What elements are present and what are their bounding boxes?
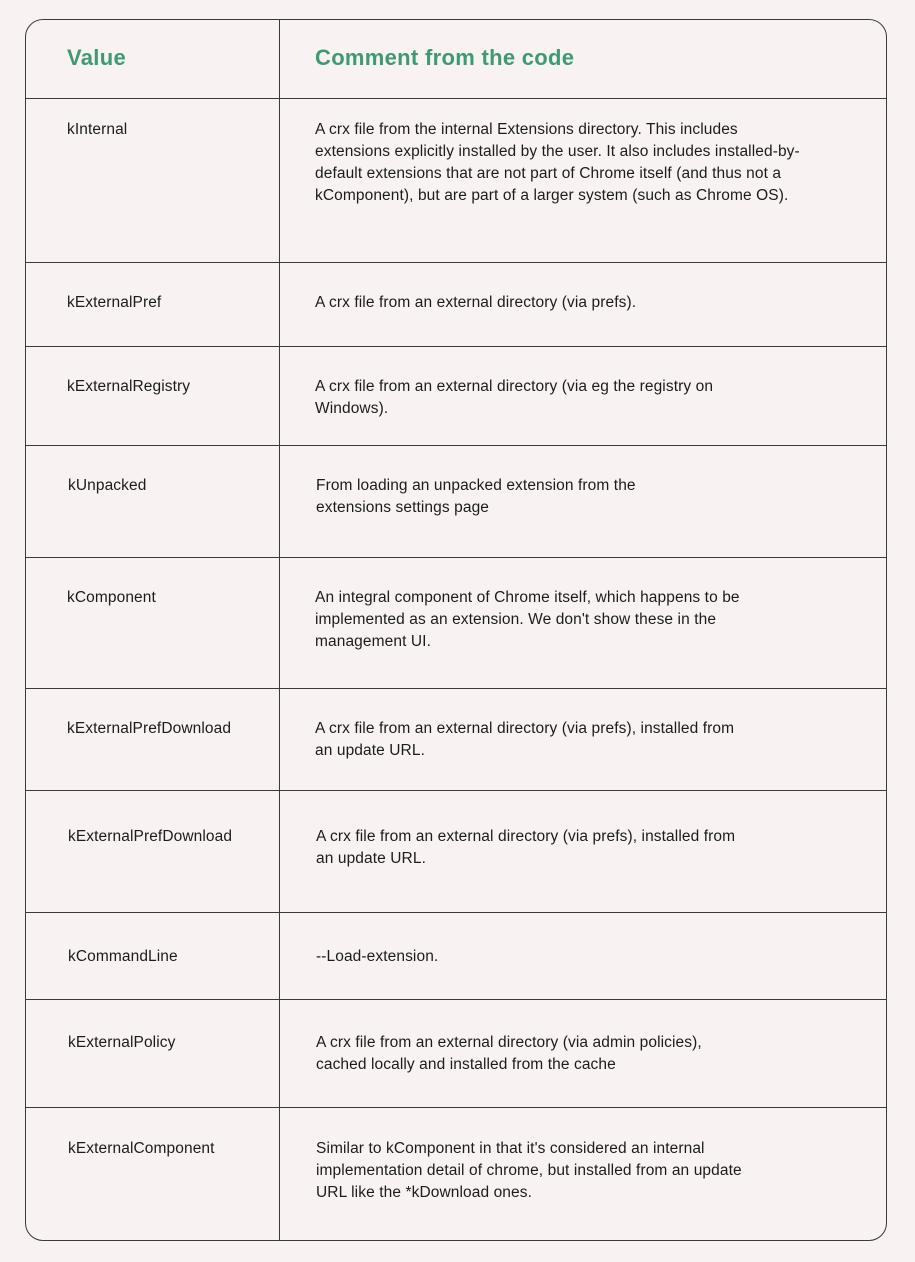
column-divider [279, 1000, 280, 1107]
value-cell: kExternalPrefDownload [68, 828, 233, 845]
value-cell: kExternalRegistry [67, 378, 191, 395]
table-row [26, 347, 886, 446]
table-row [26, 99, 886, 263]
comment-cell: A crx file from an external directory (via prefs), installed from an update URL. [315, 720, 735, 759]
table-row [26, 1108, 886, 1241]
comment-cell: A crx file from an external directory (via prefs). [315, 294, 637, 311]
header-value: Value [67, 45, 126, 70]
column-divider [279, 689, 280, 790]
comment-cell: Similar to kComponent in that it's considered an internal implementation detail of chrome, but installed from an update URL like the *kDownload ones. [316, 1140, 742, 1201]
comment-cell: A crx file from an external directory (via prefs), installed from an update URL. [316, 828, 736, 867]
comment-cell: A crx file from an external directory (via eg the registry on Windows). [315, 378, 714, 417]
value-cell: kExternalPolicy [68, 1034, 176, 1051]
table-row [26, 791, 886, 913]
value-cell: kUnpacked [68, 477, 147, 494]
table-row [26, 263, 886, 347]
column-divider [279, 913, 280, 999]
table-row [26, 1000, 886, 1108]
column-divider [279, 1108, 280, 1241]
value-cell: kExternalPref [67, 294, 162, 311]
table-row [26, 446, 886, 558]
value-cell: kComponent [67, 589, 156, 606]
table-row [26, 913, 886, 1000]
comment-cell: A crx file from the internal Extensions directory. This includes extensions explicitly installed by the user. It also includes installed-by-default extensions that are not part of Chrome itself (and thus not a kComponent), but are part of a larger system (such as Chrome OS). [315, 121, 800, 204]
value-cell: kCommandLine [68, 948, 178, 965]
comment-cell: A crx file from an external directory (via admin policies), cached locally and installed from the cache [316, 1034, 702, 1073]
table-row [26, 689, 886, 791]
comment-cell: From loading an unpacked extension from the extensions settings page [316, 477, 636, 516]
column-divider [279, 263, 280, 346]
value-cell: kExternalPrefDownload [67, 720, 232, 737]
table-row [26, 558, 886, 689]
column-divider [279, 347, 280, 445]
comment-cell: --Load-extension. [316, 948, 439, 965]
column-divider [279, 446, 280, 557]
comment-cell: An integral component of Chrome itself, which happens to be implemented as an extension. We don't show these in the management UI. [315, 589, 740, 650]
table-header-row [26, 20, 886, 99]
column-divider [279, 558, 280, 688]
column-divider [279, 99, 280, 262]
source-table [25, 19, 887, 1241]
value-cell: kExternalComponent [68, 1140, 215, 1157]
column-divider [279, 791, 280, 912]
value-cell: kInternal [67, 121, 128, 138]
column-divider [279, 20, 280, 98]
header-comment: Comment from the code [315, 45, 575, 70]
